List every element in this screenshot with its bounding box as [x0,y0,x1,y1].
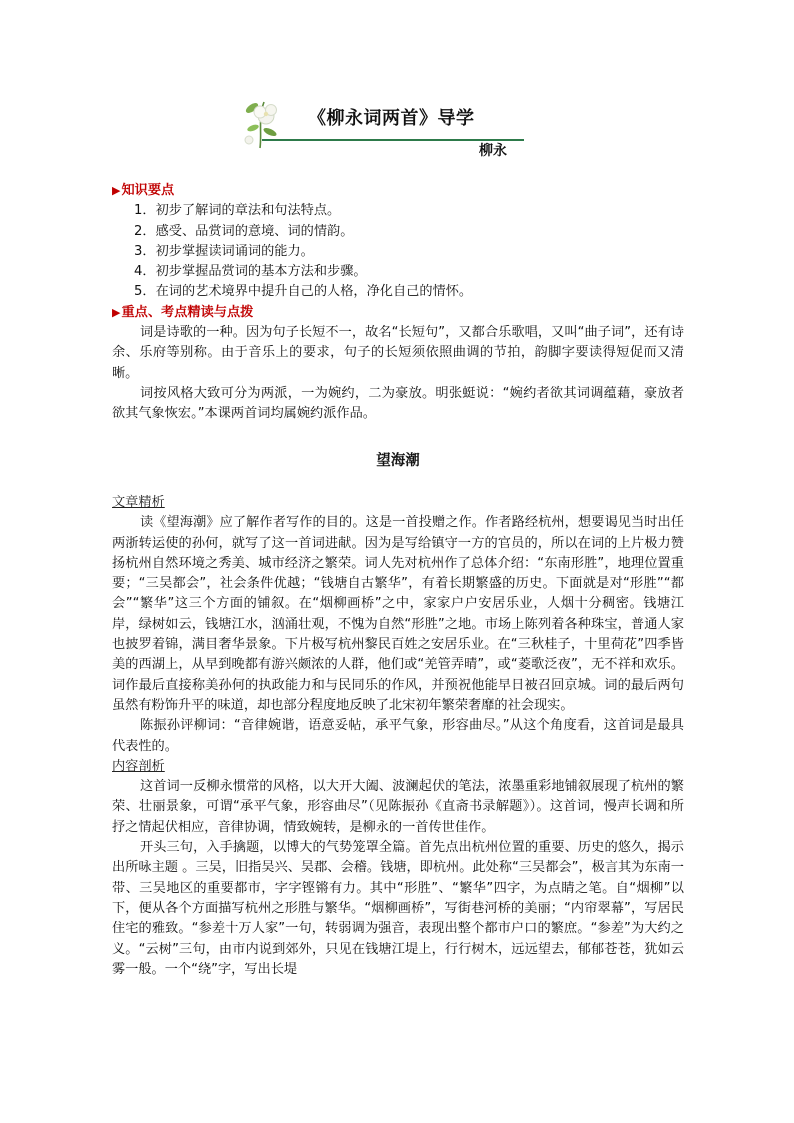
author-name: 柳永 [479,143,507,159]
poem-title: 望海潮 [376,453,420,469]
analysis-paragraph: 读《望海潮》应了解作者写作的目的。这是一首投赠之作。作者路经杭州，想要谒见当时出任两浙转运使的孙何，就写了这一首词进献。因为是写给镇守一方的官员的，所以在词的上片极力赞扬杭州自然环境之秀美、城市经济之繁荣。词人先对杭州作了总体介绍：“东南形胜”，地理位置重要；“三吴都会”，社会条件优越；“钱塘自古繁华”，有着长期繁盛的历史。下面就是对“形胜”“都会”“繁华”这三个方面的铺叙。在“烟柳画桥”之中，家家户户安居乐业，人烟十分稠密。钱塘江岸，绿树如云，钱塘江水，汹涌壮观，不愧为自然“形胜”之地。市场上陈列着各种珠宝，普通人家也披罗着锦，满目奢华景象。下片极写杭州黎民百姓之安居乐业。在“三秋桂子，十里荷花”四季皆美的西湖上，从早到晚都有游兴颇浓的人群，他们或“羌管弄晴”，或“菱歌泛夜”，无不祥和欢乐。词作最后直接称美孙何的执政能力和与民同乐的作风，并预祝他能早日被召回京城。词的最后两句虽然有粉饰升平的味道，却也部分程度地反映了北宋初年繁荣奢靡的社会现实。 [112,515,684,713]
keypoints-heading: ▶重点、考点精读与点拨 [112,303,684,323]
knowledge-heading: ▶知识要点 [112,181,684,201]
list-item: 3．初步掌握读词诵词的能力。 [134,243,314,259]
analysis-paragraph: 陈振孙评柳词：“音律婉谐，语意妥帖，承平气象，形容曲尽。”从这个角度看，这首词是最具代表性的。 [112,718,684,754]
content-paragraph: 开头三句，入手擒题，以博大的气势笼罩全篇。首先点出杭州位置的重要、历史的悠久，揭示出所咏主题 。三吴，旧指吴兴、吴郡、会稽。钱塘，即杭州。此处称“三吴都会”，极言其为东南一带、三吴地区的重要都市，字字铿锵有力。其中“形胜”、“繁华”四字，为点睛之笔。自“烟柳”以下，便从各个方面描写杭州之形胜与繁华。“烟柳画桥”，写街巷河桥的美丽；“内帘翠幕”，写居民住宅的雅致。“参差十万人家”一句，转弱调为强音，表现出整个都市户口的繁庶。“参差”为大约之义。“云树”三句，由市内说到郊外，只见在钱塘江堤上，行行树木，远远望去，郁郁苍苍，犹如云雾一般。一个“绕”字，写出长堤 [112,840,684,977]
keypoints-paragraph: 词是诗歌的一种。因为句子长短不一，故名“长短句”，又都合乐歌唱，又叫“曲子词”，还有诗余、乐府等别称。由于音乐上的要求，句子的长短须依照曲调的节拍，韵脚字要读得短促而又清晰。 [112,325,684,381]
content-paragraph: 这首词一反柳永惯常的风格，以大开大阖、波澜起伏的笔法，浓墨重彩地铺叙展现了杭州的繁荣、壮丽景象，可谓“承平气象，形容曲尽”（见陈振孙《直斋书录解题》）。这首词，慢声长调和所抒之情起伏相应，音律协调，情致婉转，是柳永的一首传世佳作。 [112,779,684,835]
analysis-section [112,493,684,980]
list-item: 1．初步了解词的章法和句法特点。 [134,203,341,219]
content-heading: 内容剖析 [112,758,165,774]
keypoints-paragraph: 词按风格大致可分为两派，一为婉约，二为豪放。明张蜓说：“婉约者欲其词调蕴藉，豪放者欲其气象恢宏。”本课两首词均属婉约派作品。 [112,385,684,422]
triangle-bullet-icon: ▶ [112,305,121,319]
document-title: 《柳永词两首》导学 [308,108,475,129]
list-item: 4．初步掌握品赏词的基本方法和步骤。 [134,264,367,280]
list-item: 5．在词的艺术境界中提升自己的人格，净化自己的情怀。 [134,284,473,300]
list-item: 2．感受、品赏词的意境、词的情韵。 [134,223,354,239]
analysis-heading: 文章精析 [112,495,165,510]
intro-section [112,181,684,425]
triangle-bullet-icon: ▶ [112,184,121,197]
